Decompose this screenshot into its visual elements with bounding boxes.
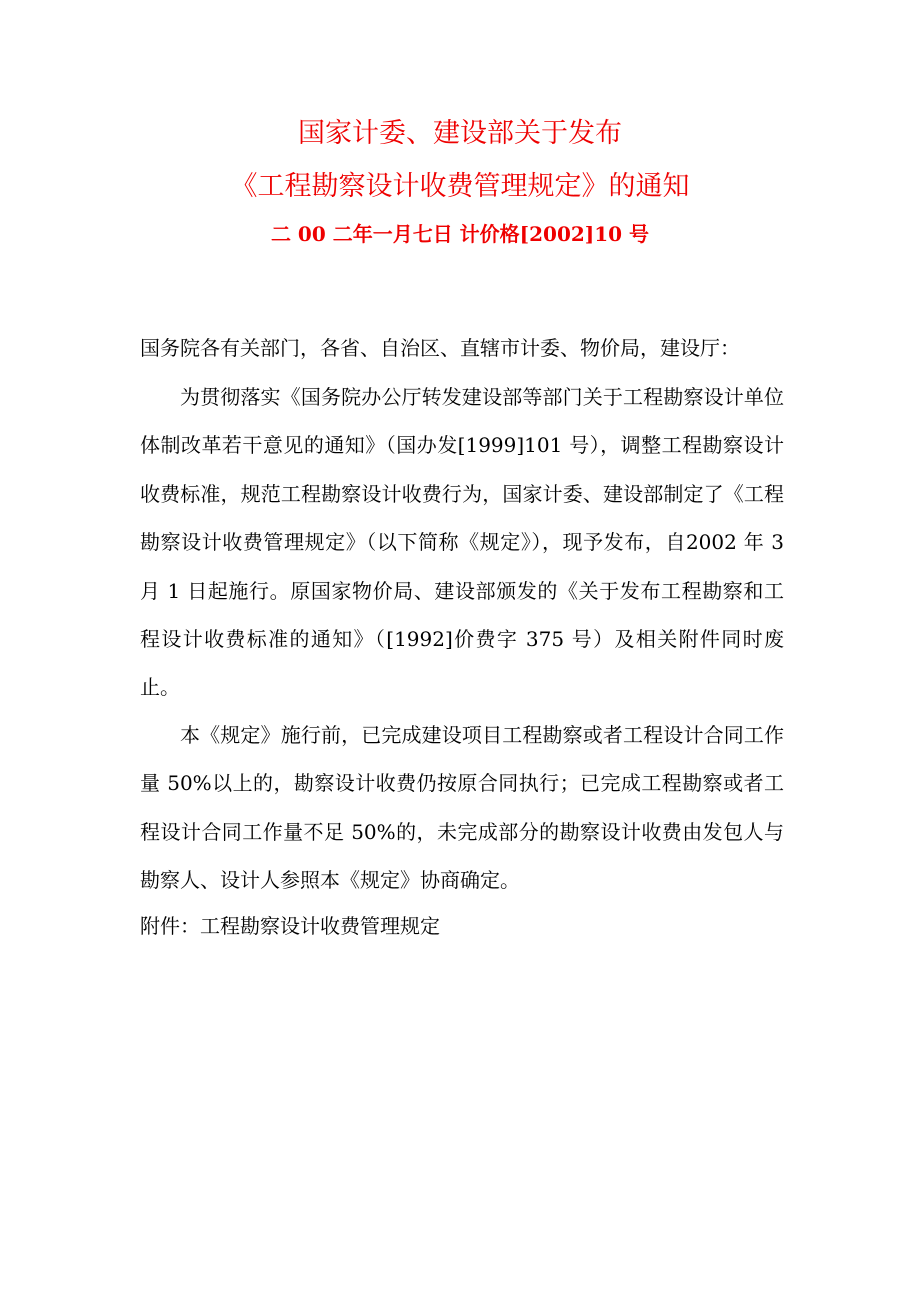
body-paragraph-1: 为贯彻落实《国务院办公厅转发建设部等部门关于工程勘察设计单位体制改革若干意见的通知》（国办发[1999]101 号），调整工程勘察设计收费标准，规范工程勘察设计收费行为，国家计委、建设部制定了《工程勘察设计收费管理规定》（以下简称《规定》），现予发布，自2002 年 3 月 1 日起施行。原国家物价局、建设部颁发的《关于发布工程勘察和工程设计收费标准的通知》（[1992]价费字 375 号）及相关附件同时废止。 — [140, 385, 784, 700]
document-title-line-1: 国家计委、建设部关于发布 — [298, 118, 622, 149]
document-title-line-2: 《工程勘察设计收费管理规定》的通知 — [230, 171, 690, 202]
addressee-line: 国务院各有关部门，各省、自治区、直辖市计委、物价局，建设厅： — [140, 336, 740, 360]
body-paragraph-2: 本《规定》施行前，已完成建设项目工程勘察或者工程设计合同工作量 50%以上的，勘察设计收费仍按原合同执行；已完成工程勘察或者工程设计合同工作量不足 50%的，未完成部分的勘察设计收费由发包人与勘察人、设计人参照本《规定》协商确定。 — [140, 723, 784, 893]
document-date-and-number: 二 00 二年一月七日 计价格[2002]10 号 — [270, 222, 650, 246]
attachment-line: 附件：工程勘察设计收费管理规定 — [140, 914, 440, 938]
